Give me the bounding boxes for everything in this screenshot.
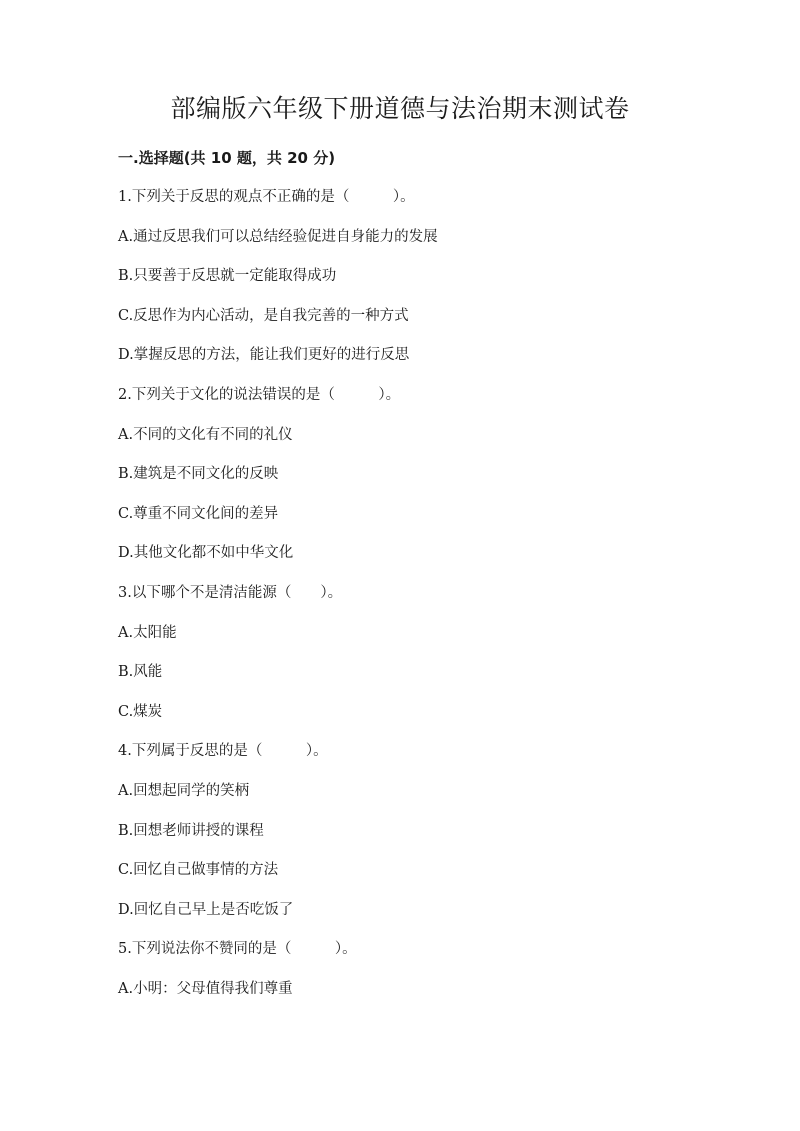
- question-5-stem: 5.下列说法你不赞同的是（ ）。: [118, 941, 357, 958]
- question-2-option-a: A.不同的文化有不同的礼仪: [118, 426, 293, 443]
- question-1-option-c: C.反思作为内心活动，是自我完善的一种方式: [118, 307, 409, 324]
- question-4-option-b: B.回想老师讲授的课程: [118, 822, 264, 839]
- question-1-stem: 1.下列关于反思的观点不正确的是（ ）。: [118, 189, 415, 205]
- question-4-option-c: C.回忆自己做事情的方法: [118, 862, 279, 879]
- question-3-stem: 3.以下哪个不是清洁能源（ ）。: [118, 584, 343, 601]
- question-3-option-a: A.太阳能: [118, 624, 177, 641]
- page-title: 部编版六年级下册道德与法治期末测试卷: [170, 94, 630, 123]
- question-3-option-b: B.风能: [118, 664, 163, 681]
- question-list: [118, 184, 738, 1015]
- question-4-stem: 4.下列属于反思的是（ ）。: [118, 743, 328, 760]
- question-2-stem: 2.下列关于文化的说法错误的是（ ）。: [118, 386, 401, 403]
- question-1-option-d: D.掌握反思的方法，能让我们更好的进行反思: [118, 347, 410, 364]
- question-4-option-a: A.回想起同学的笑柄: [118, 782, 250, 799]
- question-1-option-b: B.只要善于反思就一定能取得成功: [118, 268, 337, 285]
- question-3-option-c: C.煤炭: [118, 703, 163, 720]
- question-5-option-a: A.小明：父母值得我们尊重: [118, 980, 293, 997]
- question-2-option-b: B.建筑是不同文化的反映: [118, 466, 279, 483]
- question-2-option-c: C.尊重不同文化间的差异: [118, 505, 279, 522]
- section-heading: 一.选择题(共 10 题，共 20 分): [118, 149, 336, 167]
- question-2-option-d: D.其他文化都不如中华文化: [118, 545, 294, 562]
- question-1-option-a: A.通过反思我们可以总结经验促进自身能力的发展: [118, 228, 438, 245]
- question-4-option-d: D.回忆自己早上是否吃饭了: [118, 901, 294, 918]
